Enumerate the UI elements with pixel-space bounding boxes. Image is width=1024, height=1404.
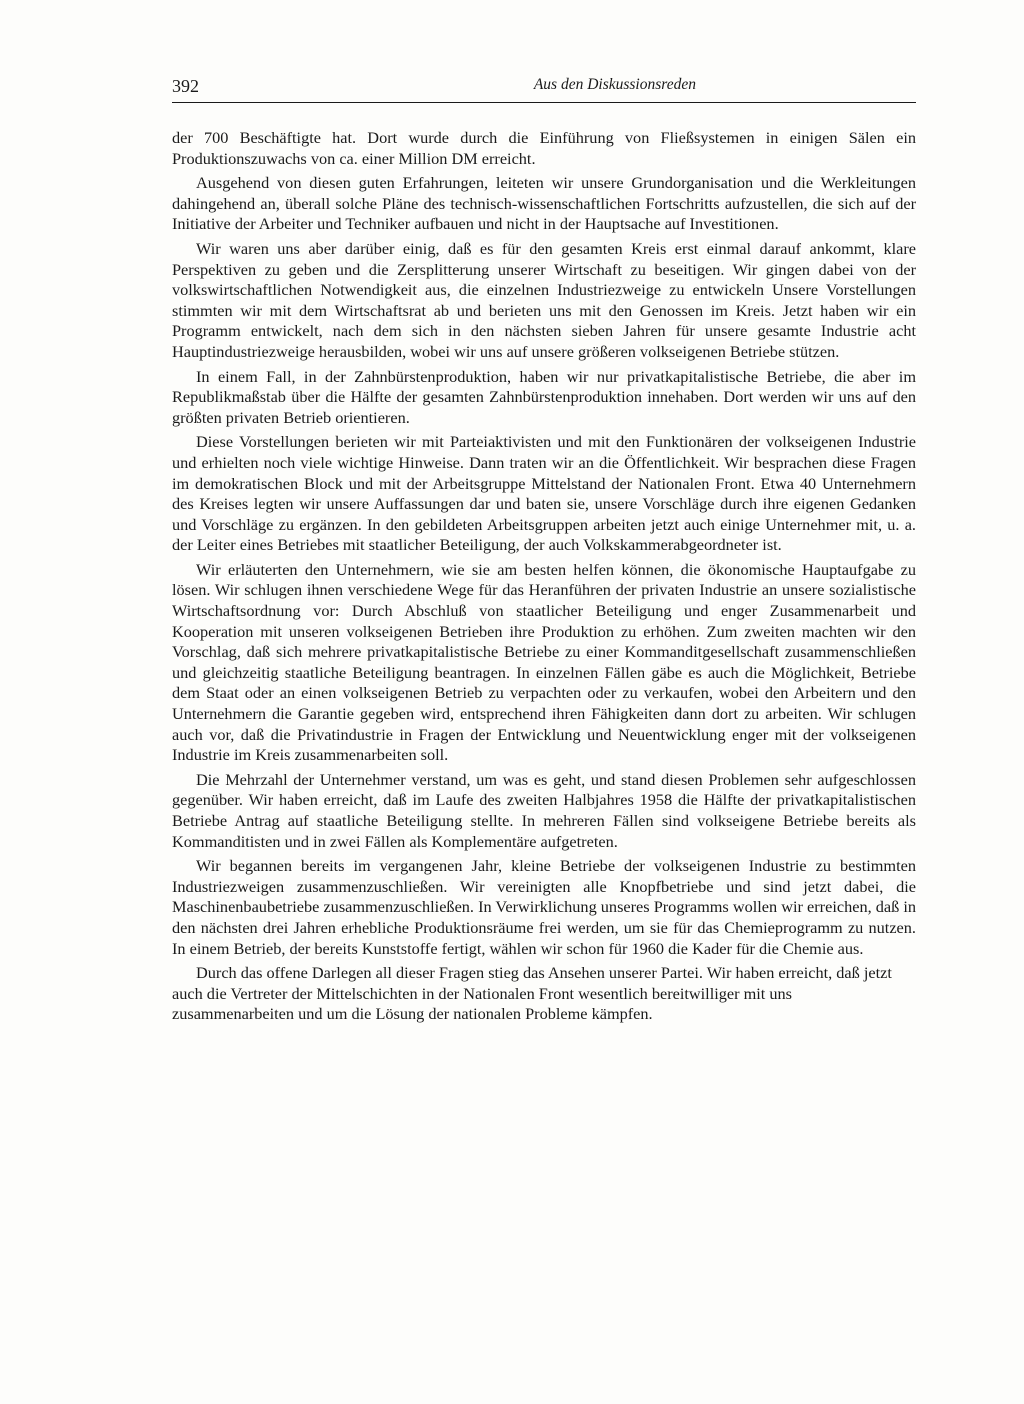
page-header	[172, 74, 916, 103]
paragraph: Wir begannen bereits im vergangenen Jahr, kleine Betriebe der volkseigenen Industrie zu bestimmten Industriezweigen zusammenzuschließen. Wir vereinigten alle Knopfbetriebe und sind jetzt dabei, die Maschinenbaubetriebe zusammenzuschließen. In Verwirklichung unseres Programms wollen wir erreichen, daß in den nächsten drei Jahren erhebliche Produktionsräume frei werden, um sie für das Chemieprogramm zu nutzen. In einem Betrieb, der bereits Kunststoffe fertigt, wählen wir schon für 1960 die Kader für die Chemie aus.	[172, 856, 916, 958]
running-head: Aus den Diskussionsreden	[533, 76, 696, 93]
paragraph: Wir erläuterten den Unternehmern, wie sie am besten helfen können, die ökonomische Hauptaufgabe zu lösen. Wir schlugen ihnen verschiedene Wege für das Heranführen der privaten Industrie an unsere sozialistische Wirtschaftsordnung vor: Durch Abschluß von staatlicher Beteiligung und enger Zusammenarbeit und Kooperation mit unseren volkseigenen Betrieben ihre Produktion zu erhöhen. Zum zweiten machten wir den Vorschlag, daß sich mehrere privatkapitalistische Betriebe zu einer Kommanditgesellschaft zusammenschließen und gleichzeitig staatliche Beteiligung beantragen. In einzelnen Fällen gäbe es auch die Möglichkeit, Betriebe dem Staat oder an einen volkseigenen Betrieb zu verpachten oder zu verkaufen, wobei den Arbeitern und den Unternehmern die Garantie gegeben wird, entsprechend ihren Fähigkeiten dann dort zu arbeiten. Wir schlugen auch vor, daß die Privatindustrie in Fragen der Entwicklung und Neuentwicklung enger mit der volkseigenen Industrie im Kreis zusammenarbeiten soll.	[172, 559, 916, 765]
paragraph: Diese Vorstellungen berieten wir mit Parteiaktivisten und mit den Funktionären der volkseigenen Industrie und erhielten noch viele wichtige Hinweise. Dann traten wir an die Öffentlichkeit. Wir besprachen diese Fragen im demokratischen Block und mit der Arbeitsgruppe Mittelstand der Nationalen Front. Etwa 40 Unternehmern des Kreises legten wir unsere Auffassungen dar und baten sie, unsere Vorschläge durch ihre eigenen Gedanken und Vorschläge zu ergänzen. In den gebildeten Arbeitsgruppen arbeiten jetzt auch einige Unternehmer mit, u. a. der Leiter eines Betriebes mit staatlicher Beteiligung, der auch Volkskammerabgeordneter ist.	[172, 432, 916, 555]
body-text	[172, 128, 916, 1025]
paragraph: In einem Fall, in der Zahnbürstenproduktion, haben wir nur privatkapitalistische Betriebe, die aber im Republikmaßstab über die Hälfte der gesamten Zahnbürstenproduktion innehaben. Dort werden wir uns auf den größten privaten Betrieb orientieren.	[172, 366, 916, 427]
paragraph: Wir waren uns aber darüber einig, daß es für den gesamten Kreis erst einmal darauf ankommt, klare Perspektiven zu geben und die Zersplitterung unserer Wirtschaft zu beseitigen. Wir gingen dabei von der volkswirtschaftlichen Notwendigkeit aus, die einzelnen Industriezweige zu entwickeln Unsere Vorstellungen stimmten wir mit dem Wirtschaftsrat ab und berieten uns mit den Genossen im Kreis. Jetzt haben wir ein Programm entwickelt, nach dem sich in den nächsten sieben Jahren für unsere gesamte Industrie acht Hauptindustriezweige herausbilden, wobei wir uns auf unsere größeren volkseigenen Betriebe stützen.	[172, 238, 916, 361]
paragraph: Die Mehrzahl der Unternehmer verstand, um was es geht, und stand diesen Problemen sehr aufgeschlossen gegenüber. Wir haben erreicht, daß im Laufe des zweiten Halbjahres 1958 die Hälfte der privatkapitalistischen Betriebe Antrag auf staatliche Beteiligung stellte. In mehreren Fällen sind volkseigene Betriebe bereits als Kommanditisten und in zwei Fällen als Komplementäre aufgetreten.	[172, 769, 916, 851]
paragraph: Durch das offene Darlegen all dieser Fragen stieg das Ansehen unserer Partei. Wir haben erreicht, daß jetzt auch die Vertreter der Mittelschichten in der Nationalen Front wesentlich bereitwilliger mit uns zusammenarbeiten und um die Lösung der nationalen Probleme kämpfen.	[172, 963, 892, 1024]
paragraph: der 700 Beschäftigte hat. Dort wurde durch die Einführung von Fließsystemen in einigen Sälen ein Produktionszuwachs von ca. einer Million DM erreicht.	[172, 128, 916, 168]
page-number: 392	[172, 76, 199, 96]
paragraph: Ausgehend von diesen guten Erfahrungen, leiteten wir unsere Grundorganisation und die Werkleitungen dahingehend an, überall solche Pläne des technisch-wissenschaftlichen Fortschritts aufzustellen, die sich auf der Initiative der Arbeiter und Techniker aufbauen und nicht in der Hauptsache auf Investitionen.	[172, 173, 916, 234]
